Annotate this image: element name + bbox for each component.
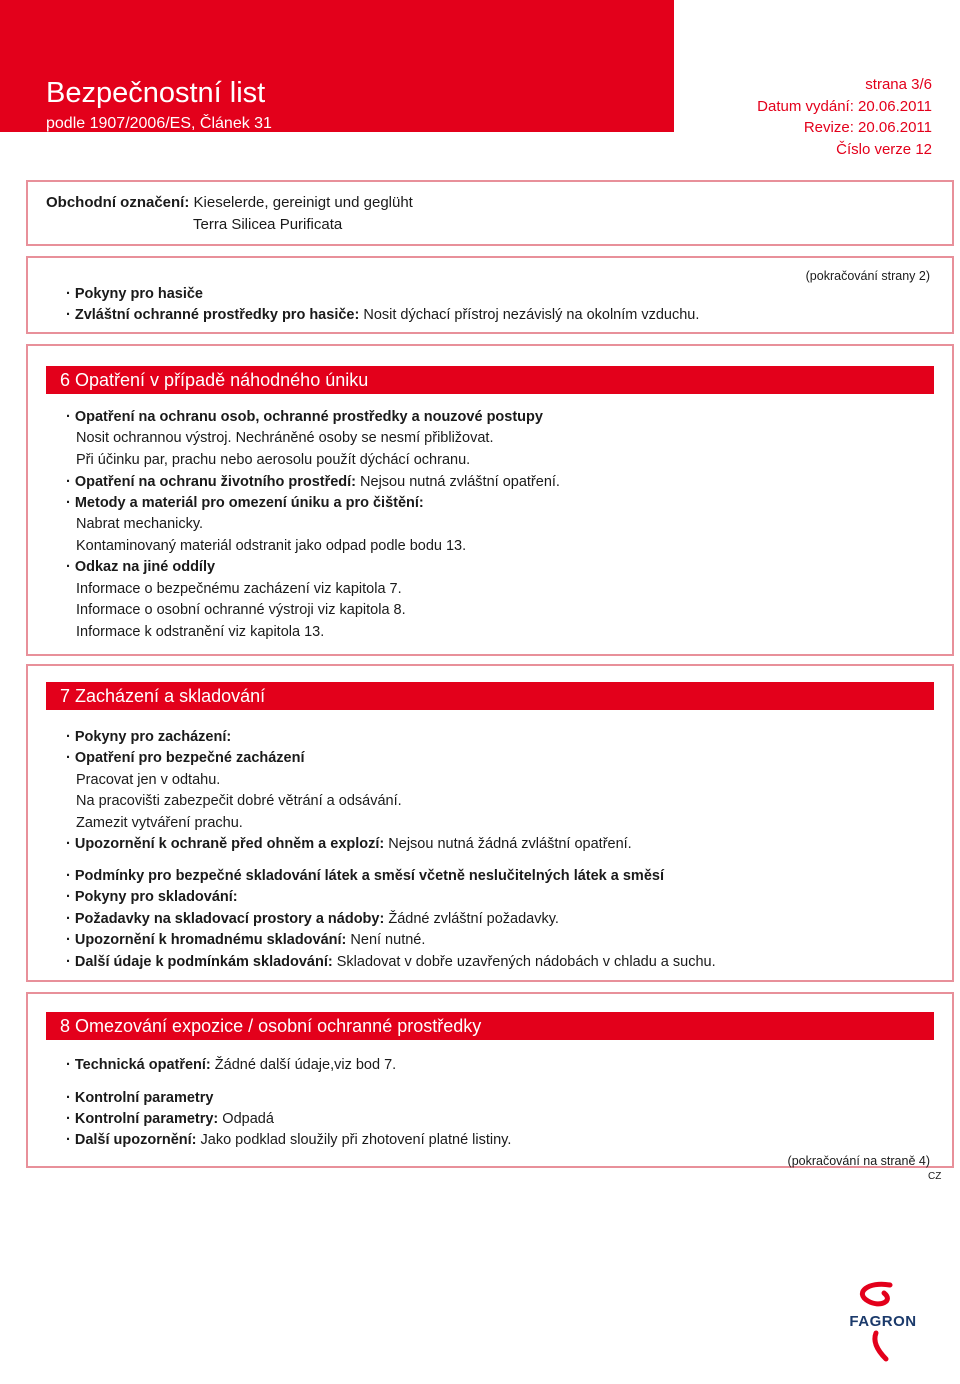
document-title: Bezpečnostní list: [46, 77, 266, 109]
s6-text-4: Kontaminovaný materiál odstranit jako odpad podle bodu 13.: [76, 538, 467, 554]
s6-text-1: Nosit ochrannou výstroj. Nechráněné osoby se nesmí přibližovat.: [76, 430, 494, 446]
s8-control-parameters-value: Odpadá: [218, 1111, 274, 1127]
s7-fire-label: · Upozornění k ochraně před ohněm a explozí:: [66, 836, 385, 852]
s6-text-2: Při účinku par, prachu nebo aerosolu použít dýchácí ochranu.: [76, 452, 471, 468]
s6-heading-references: · Odkaz na jiné oddíly: [66, 559, 216, 575]
s8-notes-label: · Další upozornění:: [66, 1132, 197, 1148]
issue-date: Datum vydání: 20.06.2011: [757, 97, 932, 115]
s7-bulk-storage-value: Není nutné.: [346, 932, 426, 948]
s7-text-2: Na pracovišti zabezpečit dobré větrání a odsávání.: [76, 793, 402, 809]
revision-date: Revize: 20.06.2011: [803, 119, 932, 136]
s6-environment-line: [66, 472, 560, 493]
s7-fire-line: [66, 834, 632, 855]
s6-text-6: Informace o osobní ochranné výstroji viz kapitola 8.: [76, 602, 406, 618]
firefighter-equipment-text: Nosit dýchací přístroj nezávislý na okolním vzduchu.: [359, 307, 700, 323]
s8-notes-value: Jako podklad sloužily při zhotovení platné listiny.: [196, 1132, 512, 1148]
section-7-box: [26, 664, 954, 982]
section-8-box: [26, 992, 954, 1168]
s7-heading-storage-conditions: · Podmínky pro bezpečné skladování látek a směsí včetně neslučitelných látek a směsí: [66, 868, 664, 884]
s7-storage-info-line: [66, 952, 716, 973]
document-meta: [757, 74, 932, 160]
s8-technical-line: [66, 1055, 396, 1076]
s6-text-5: Informace o bezpečnému zacházení viz kapitola 7.: [76, 581, 402, 597]
s6-environment-label: · Opatření na ochranu životního prostředí:: [66, 474, 357, 490]
section-8-title: 8 Omezování expozice / osobní ochranné prostředky: [46, 1012, 934, 1040]
version-number: Číslo verze 12: [836, 140, 932, 158]
s6-text-7: Informace k odstranění viz kapitola 13.: [76, 624, 325, 640]
section-6-title: 6 Opatření v případě náhodného úniku: [46, 366, 934, 394]
s6-environment-value: Nejsou nutná zvláštní opatření.: [356, 474, 560, 490]
fagron-logo-text: FAGRON: [849, 1313, 917, 1330]
trade-name-label: Obchodní označení:: [46, 194, 190, 211]
s8-technical-label: · Technická opatření:: [66, 1057, 211, 1073]
trade-name: Kieselerde, gereinigt und geglüht: [193, 194, 413, 211]
s8-notes-line: [66, 1130, 511, 1151]
continuation-from-note: (pokračování strany 2): [805, 269, 930, 283]
product-identification-box: [26, 180, 954, 246]
s7-storage-requirements-value: Žádné zvláštní požadavky.: [384, 911, 559, 927]
s8-heading-control-parameters: · Kontrolní parametry: [66, 1090, 214, 1106]
latin-name: Terra Silicea Purificata: [193, 216, 343, 233]
trade-name-line: [46, 194, 413, 211]
fagron-logo: [838, 1279, 928, 1363]
s6-text-3: Nabrat mechanicky.: [76, 516, 204, 532]
continuation-next-note: (pokračování na straně 4): [787, 1154, 930, 1168]
firefighter-equipment-label: · Zvláštní ochranné prostředky pro hasiče:: [66, 307, 360, 323]
s8-control-parameters-line: [66, 1109, 274, 1130]
s6-heading-protective-measures: · Opatření na ochranu osob, ochranné prostředky a nouzové postupy: [66, 409, 543, 425]
section-6-box: [26, 344, 954, 656]
page-number: strana 3/6: [865, 76, 932, 93]
s7-text-1: Pracovat jen v odtahu.: [76, 772, 221, 788]
section-7-title: 7 Zacházení a skladování: [46, 682, 934, 710]
s7-bulk-storage-line: [66, 930, 425, 951]
language-code: CZ: [928, 1171, 942, 1182]
continuation-box: [26, 256, 954, 334]
s6-heading-cleanup-methods: · Metody a materiál pro omezení úniku a pro čištění:: [66, 495, 424, 511]
header-band: [0, 0, 674, 132]
s7-heading-handling: · Pokyny pro zacházení:: [66, 729, 232, 745]
firefighter-instructions-heading: · Pokyny pro hasiče: [66, 286, 203, 302]
s7-storage-requirements-line: [66, 909, 559, 930]
s7-heading-safe-handling: · Opatření pro bezpečné zacházení: [66, 750, 305, 766]
s7-storage-requirements-label: · Požadavky na skladovací prostory a nádoby:: [66, 911, 385, 927]
s7-bulk-storage-label: · Upozornění k hromadnému skladování:: [66, 932, 347, 948]
s8-technical-value: Žádné další údaje,viz bod 7.: [210, 1057, 397, 1073]
s7-heading-storage: · Pokyny pro skladování:: [66, 889, 238, 905]
firefighter-equipment-line: [66, 305, 699, 326]
s7-text-3: Zamezit vytváření prachu.: [76, 815, 243, 831]
regulation-reference: podle 1907/2006/ES, Článek 31: [46, 115, 272, 132]
s8-control-parameters-label: · Kontrolní parametry:: [66, 1111, 219, 1127]
s7-fire-value: Nejsou nutná žádná zvláštní opatření.: [384, 836, 632, 852]
s7-storage-info-value: Skladovat v dobře uzavřených nádobách v chladu a suchu.: [332, 954, 716, 970]
s7-storage-info-label: · Další údaje k podmínkám skladování:: [66, 954, 333, 970]
